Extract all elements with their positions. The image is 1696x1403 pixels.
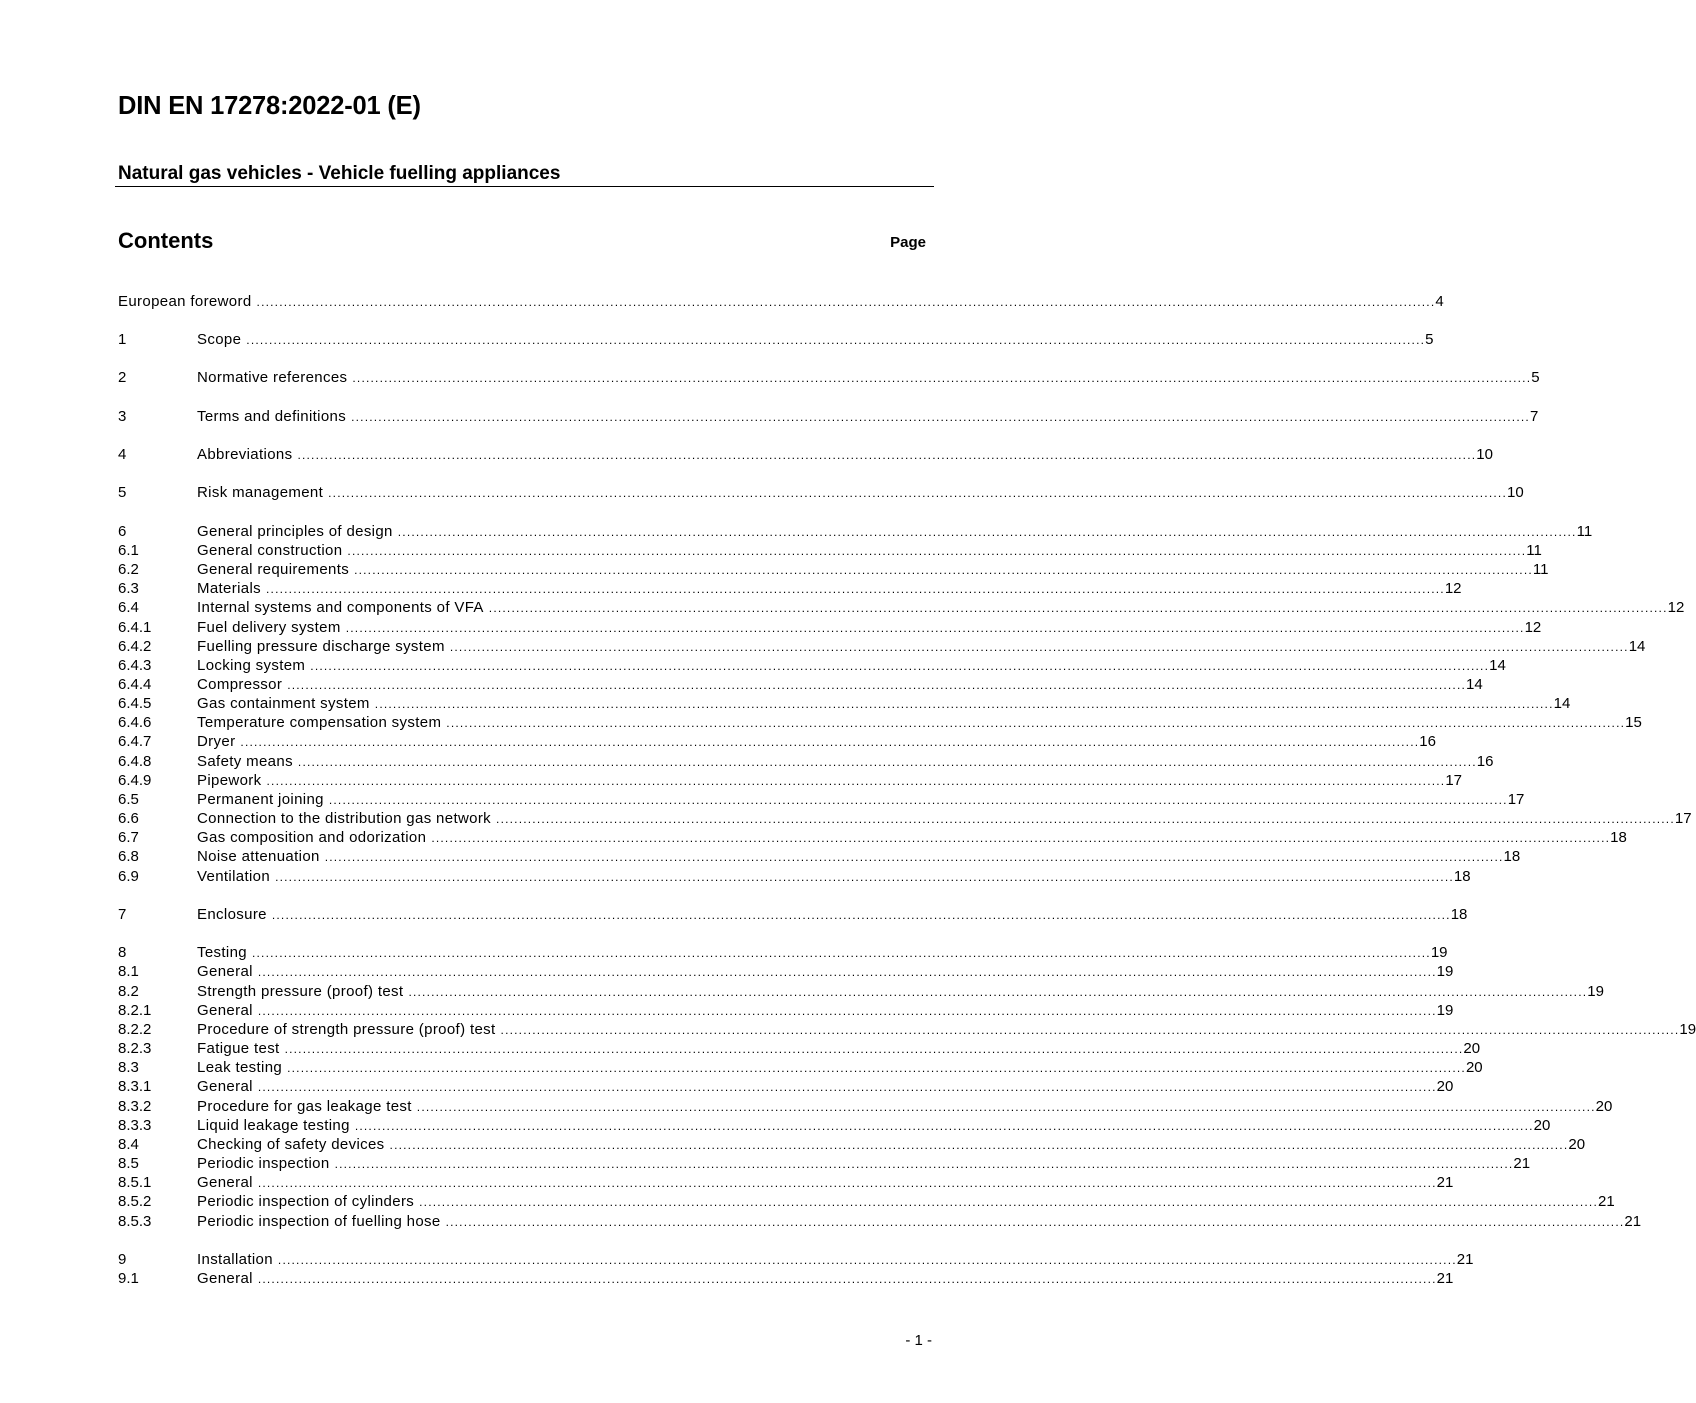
toc-section-title[interactable]: Permanent joining [197, 791, 324, 808]
toc-section-number: 6.1 [118, 542, 139, 559]
toc-section-number: 8 [118, 944, 127, 961]
toc-page-number: 18 [1610, 829, 1627, 846]
toc-section-number: 6.4.9 [118, 772, 152, 789]
toc-section-number: 8.5.1 [118, 1174, 152, 1191]
toc-page-number: 21 [1597, 1193, 1615, 1210]
toc-row[interactable] [118, 292, 1444, 312]
toc-section-title[interactable]: General [197, 1078, 253, 1095]
toc-page-number: 20 [1436, 1078, 1454, 1095]
toc-section-title[interactable]: Ventilation [197, 868, 271, 885]
toc-section-title[interactable]: Gas composition and odorization [197, 829, 427, 846]
toc-entry [197, 1154, 1531, 1174]
toc-dot-leader: .................................................................................................................................................................................................................................................................... [496, 812, 1675, 826]
toc-dot-leader: .................................................................................................................................................................................................................................................................... [416, 1100, 1596, 1114]
toc-row[interactable] [118, 1212, 1642, 1232]
toc-section-title[interactable]: Strength pressure (proof) test [197, 983, 404, 1000]
toc-section-number: 8.3.3 [118, 1117, 152, 1134]
toc-page-number: 11 [1526, 542, 1542, 559]
toc-page-number: 19 [1679, 1021, 1696, 1038]
toc-section-title[interactable]: Normative references [197, 369, 348, 386]
toc-row[interactable] [118, 1058, 1483, 1078]
toc-row[interactable] [118, 1269, 1454, 1289]
toc-page-number: 18 [1450, 906, 1468, 923]
toc-dot-leader: .................................................................................................................................................................................................................................................................... [389, 1138, 1569, 1152]
toc-entry [197, 522, 1593, 542]
toc-page-number: 7 [1529, 408, 1539, 425]
toc-section-number: 6.4.4 [118, 676, 152, 693]
toc-row[interactable] [118, 1173, 1454, 1193]
toc-dot-leader: .................................................................................................................................................................................................................................................................... [277, 1253, 1457, 1267]
toc-dot-leader: .................................................................................................................................................................................................................................................................... [397, 525, 1577, 539]
toc-entry [197, 483, 1524, 503]
toc-section-title[interactable]: Internal systems and components of VFA [197, 599, 484, 616]
toc-section-number: 8.2 [118, 983, 139, 1000]
toc-row[interactable] [118, 1116, 1551, 1136]
toc-page-number: 11 [1532, 561, 1549, 578]
toc-dot-leader: .................................................................................................................................................................................................................................................................... [354, 563, 1533, 577]
toc-row[interactable] [118, 790, 1525, 810]
toc-section-number: 8.2.2 [118, 1021, 152, 1038]
toc-section-title[interactable]: General [197, 963, 253, 980]
toc-section-title[interactable]: Fuel delivery system [197, 619, 341, 636]
toc-section-number: 8.5.2 [118, 1193, 152, 1210]
toc-row[interactable] [118, 1020, 1696, 1040]
toc-dot-leader: .................................................................................................................................................................................................................................................................... [256, 295, 1436, 309]
toc-dot-leader: .................................................................................................................................................................................................................................................................... [324, 850, 1504, 864]
toc-entry [197, 368, 1540, 388]
toc-entry [197, 867, 1471, 887]
toc-page-number: 17 [1674, 810, 1692, 827]
toc-section-title[interactable]: Leak testing [197, 1059, 283, 1076]
toc-page-number: 19 [1436, 1002, 1454, 1019]
toc-dot-leader: .................................................................................................................................................................................................................................................................... [352, 371, 1532, 385]
toc-section-number: 6.4 [118, 599, 139, 616]
toc-section-number: 1 [118, 331, 127, 348]
toc-dot-leader: .................................................................................................................................................................................................................................................................... [445, 1215, 1625, 1229]
toc-section-number: 8.3 [118, 1059, 139, 1076]
toc-section-title[interactable]: General [197, 1002, 253, 1019]
toc-dot-leader: .................................................................................................................................................................................................................................................................... [310, 659, 1490, 673]
toc-row[interactable] [118, 560, 1549, 580]
toc-section-title[interactable]: General construction [197, 542, 343, 559]
toc-entry [197, 1001, 1454, 1021]
toc-dot-leader: .................................................................................................................................................................................................................................................................... [334, 1157, 1514, 1171]
toc-row[interactable] [118, 579, 1462, 599]
toc-section-number: 6.4.7 [118, 733, 152, 750]
toc-dot-leader: .................................................................................................................................................................................................................................................................... [351, 410, 1530, 424]
toc-row[interactable] [118, 1135, 1586, 1155]
toc-page-number: 11 [1576, 523, 1593, 540]
toc-section-title[interactable]: Fatigue test [197, 1040, 280, 1057]
toc-section-number: 6.4.2 [118, 638, 152, 655]
toc-section-number: 6.4.1 [118, 619, 152, 636]
toc-section-title[interactable]: General [197, 1174, 253, 1191]
toc-section-title[interactable]: Periodic inspection of cylinders [197, 1193, 415, 1210]
toc-page-number: 21 [1624, 1213, 1642, 1230]
toc-section-title[interactable]: Temperature compensation system [197, 714, 442, 731]
toc-row[interactable] [118, 675, 1483, 695]
toc-entry [197, 541, 1542, 561]
toc-row[interactable] [118, 656, 1506, 676]
toc-page-number: 12 [1444, 580, 1462, 597]
toc-section-number: 6.9 [118, 868, 139, 885]
toc-dot-leader: .................................................................................................................................................................................................................................................................... [251, 946, 1431, 960]
toc-page-number: 21 [1456, 1251, 1474, 1268]
toc-section-number: 6.3 [118, 580, 139, 597]
toc-entry [197, 828, 1627, 848]
toc-dot-leader: .................................................................................................................................................................................................................................................................... [257, 1176, 1437, 1190]
toc-entry [197, 445, 1493, 465]
toc-section-number: 6.6 [118, 810, 139, 827]
toc-dot-leader: .................................................................................................................................................................................................................................................................... [257, 1272, 1437, 1286]
toc-row[interactable] [118, 943, 1448, 963]
toc-row[interactable] [118, 368, 1540, 388]
toc-section-title[interactable]: Abbreviations [197, 446, 293, 463]
toc-page-number: 14 [1553, 695, 1571, 712]
toc-section-title[interactable]: Checking of safety devices [197, 1136, 385, 1153]
toc-section-title[interactable]: Safety means [197, 753, 293, 770]
toc-section-number: 3 [118, 408, 127, 425]
page-number: - 1 - [905, 1332, 932, 1349]
toc-dot-leader: .................................................................................................................................................................................................................................................................... [328, 793, 1508, 807]
toc-dot-leader: .................................................................................................................................................................................................................................................................... [284, 1042, 1464, 1056]
toc-section-number: 8.4 [118, 1136, 139, 1153]
toc-entry [197, 675, 1483, 695]
toc-row[interactable] [118, 828, 1627, 848]
toc-entry [197, 656, 1506, 676]
toc-page-number: 10 [1476, 446, 1493, 463]
toc-section-number: 7 [118, 906, 127, 923]
toc-page-number: 10 [1506, 484, 1524, 501]
toc-row[interactable] [118, 598, 1685, 618]
toc-entry [197, 1135, 1586, 1155]
toc-entry [118, 292, 1444, 312]
toc-dot-leader: .................................................................................................................................................................................................................................................................... [488, 601, 1668, 615]
toc-entry [197, 1250, 1474, 1270]
contents-heading: Contents [118, 228, 214, 253]
toc-section-number: 8.2.3 [118, 1040, 152, 1057]
document-id: DIN EN 17278:2022-01 (E) [118, 92, 421, 120]
toc-row[interactable] [118, 982, 1604, 1002]
toc-entry [197, 1097, 1613, 1117]
toc-section-title[interactable]: General principles of design [197, 523, 393, 540]
toc-page-number: 20 [1465, 1059, 1483, 1076]
toc-row[interactable] [118, 541, 1542, 561]
toc-section-number: 8.3.1 [118, 1078, 152, 1095]
toc-row[interactable] [118, 847, 1521, 867]
toc-row[interactable] [118, 1001, 1454, 1021]
toc-entry [197, 598, 1685, 618]
toc-page-number: 14 [1628, 638, 1646, 655]
toc-row[interactable] [118, 867, 1471, 887]
toc-row[interactable] [118, 637, 1646, 657]
toc-page-number: 20 [1463, 1040, 1481, 1057]
toc-dot-leader: .................................................................................................................................................................................................................................................................... [271, 908, 1451, 922]
toc-row[interactable] [118, 1192, 1615, 1212]
toc-section-number: 9.1 [118, 1270, 139, 1287]
toc-section-number: 4 [118, 446, 127, 463]
toc-dot-leader: .................................................................................................................................................................................................................................................................... [449, 640, 1629, 654]
toc-entry [197, 1039, 1481, 1059]
toc-page-number: 21 [1436, 1174, 1454, 1191]
toc-section-title[interactable]: Scope [197, 331, 242, 348]
toc-dot-leader: .................................................................................................................................................................................................................................................................... [257, 965, 1437, 979]
toc-row[interactable] [118, 1097, 1613, 1117]
toc-row[interactable] [118, 618, 1542, 638]
toc-page-number: 20 [1568, 1136, 1586, 1153]
toc-section-title[interactable]: European foreword [118, 293, 252, 310]
toc-entry [197, 1212, 1642, 1232]
toc-section-title[interactable]: Liquid leakage testing [197, 1117, 350, 1134]
toc-page-number: 16 [1476, 753, 1494, 770]
toc-section-title[interactable]: Connection to the distribution gas network [197, 810, 492, 827]
toc-entry [197, 560, 1549, 580]
toc-row[interactable] [118, 694, 1571, 714]
toc-entry [197, 637, 1646, 657]
toc-entry [197, 618, 1542, 638]
toc-page-number: 21 [1513, 1155, 1531, 1172]
toc-section-title[interactable]: General [197, 1270, 253, 1287]
toc-section-title[interactable]: Procedure for gas leakage test [197, 1098, 412, 1115]
toc-entry [197, 407, 1539, 427]
toc-section-number: 6.5 [118, 791, 139, 808]
toc-dot-leader: .................................................................................................................................................................................................................................................................... [266, 774, 1446, 788]
toc-entry [197, 905, 1468, 925]
toc-section-number: 8.2.1 [118, 1002, 152, 1019]
toc-section-number: 8.3.2 [118, 1098, 152, 1115]
toc-row[interactable] [118, 445, 1493, 465]
toc-dot-leader: .................................................................................................................................................................................................................................................................... [500, 1023, 1680, 1037]
toc-page-number: 18 [1453, 868, 1471, 885]
toc-section-number: 8.5.3 [118, 1213, 152, 1230]
toc-entry [197, 1077, 1454, 1097]
toc-row[interactable] [118, 522, 1593, 542]
toc-section-title[interactable]: Locking system [197, 657, 306, 674]
title-underline [115, 186, 934, 187]
toc-row[interactable] [118, 1250, 1474, 1270]
toc-entry [197, 1269, 1454, 1289]
toc-page-number: 19 [1587, 983, 1604, 1000]
toc-section-title[interactable]: Procedure of strength pressure (proof) test [197, 1021, 496, 1038]
toc-entry [197, 1116, 1551, 1136]
toc-dot-leader: .................................................................................................................................................................................................................................................................... [287, 1061, 1466, 1075]
toc-dot-leader: .................................................................................................................................................................................................................................................................... [354, 1119, 1534, 1133]
toc-row[interactable] [118, 809, 1692, 829]
toc-page-number: 15 [1625, 714, 1642, 731]
toc-dot-leader: .................................................................................................................................................................................................................................................................... [275, 870, 1454, 884]
toc-dot-leader: .................................................................................................................................................................................................................................................................... [246, 333, 1426, 347]
toc-entry [197, 790, 1525, 810]
toc-section-title[interactable]: Periodic inspection of fuelling hose [197, 1213, 441, 1230]
toc-dot-leader: .................................................................................................................................................................................................................................................................... [257, 1004, 1437, 1018]
toc-dot-leader: .................................................................................................................................................................................................................................................................... [431, 831, 1611, 845]
page-column-label: Page [890, 234, 926, 251]
toc-dot-leader: .................................................................................................................................................................................................................................................................... [297, 448, 1477, 462]
toc-row[interactable] [118, 1077, 1454, 1097]
toc-section-number: 6.8 [118, 848, 139, 865]
toc-section-number: 9 [118, 1251, 127, 1268]
toc-section-number: 6 [118, 523, 127, 540]
toc-row[interactable] [118, 1154, 1531, 1174]
toc-dot-leader: .................................................................................................................................................................................................................................................................... [297, 755, 1477, 769]
toc-section-title[interactable]: Testing [197, 944, 247, 961]
toc-page-number: 19 [1436, 963, 1454, 980]
toc-row[interactable] [118, 962, 1454, 982]
toc-dot-leader: .................................................................................................................................................................................................................................................................... [345, 621, 1525, 635]
toc-entry [197, 1173, 1454, 1193]
toc-section-title[interactable]: Periodic inspection [197, 1155, 330, 1172]
toc-entry [197, 1058, 1483, 1078]
toc-entry [197, 752, 1494, 772]
toc-entry [197, 694, 1571, 714]
toc-section-title[interactable]: Materials [197, 580, 261, 597]
toc-dot-leader: .................................................................................................................................................................................................................................................................... [374, 697, 1554, 711]
toc-entry [197, 1192, 1615, 1212]
toc-page-number: 18 [1503, 848, 1521, 865]
toc-row[interactable] [118, 713, 1642, 733]
toc-section-number: 8.1 [118, 963, 139, 980]
toc-row[interactable] [118, 771, 1463, 791]
toc-section-title[interactable]: Risk management [197, 484, 324, 501]
toc-section-title[interactable]: Installation [197, 1251, 273, 1268]
toc-entry [197, 732, 1436, 752]
toc-page-number: 20 [1533, 1117, 1551, 1134]
toc-entry [197, 982, 1604, 1002]
toc-entry [197, 943, 1448, 963]
toc-section-number: 8.5 [118, 1155, 139, 1172]
toc-page-number: 14 [1466, 676, 1483, 693]
toc-dot-leader: .................................................................................................................................................................................................................................................................... [240, 735, 1420, 749]
toc-row[interactable] [118, 752, 1494, 772]
toc-entry [197, 330, 1434, 350]
toc-dot-leader: .................................................................................................................................................................................................................................................................... [266, 582, 1445, 596]
toc-entry [197, 809, 1692, 829]
toc-page-number: 5 [1425, 331, 1434, 348]
toc-dot-leader: .................................................................................................................................................................................................................................................................... [347, 544, 1527, 558]
toc-entry [197, 1020, 1696, 1040]
toc-page-number: 12 [1524, 619, 1542, 636]
toc-section-title[interactable]: Gas containment system [197, 695, 370, 712]
toc-section-number: 5 [118, 484, 127, 501]
toc-row[interactable] [118, 1039, 1481, 1059]
toc-page-number: 12 [1667, 599, 1685, 616]
toc-section-number: 6.7 [118, 829, 139, 846]
toc-row[interactable] [118, 407, 1539, 427]
toc-section-title[interactable]: Enclosure [197, 906, 267, 923]
toc-entry [197, 579, 1462, 599]
toc-page-number: 5 [1531, 369, 1540, 386]
toc-entry [197, 771, 1463, 791]
document-title: Natural gas vehicles - Vehicle fuelling appliances [118, 163, 561, 184]
toc-section-number: 2 [118, 369, 127, 386]
toc-row[interactable] [118, 905, 1468, 925]
toc-section-number: 6.4.3 [118, 657, 152, 674]
toc-row[interactable] [118, 483, 1524, 503]
toc-section-title[interactable]: Pipework [197, 772, 262, 789]
toc-section-title[interactable]: General requirements [197, 561, 350, 578]
toc-dot-leader: .................................................................................................................................................................................................................................................................... [328, 486, 1507, 500]
toc-section-number: 6.2 [118, 561, 139, 578]
toc-dot-leader: .................................................................................................................................................................................................................................................................... [446, 716, 1626, 730]
toc-entry [197, 713, 1642, 733]
toc-entry [197, 847, 1521, 867]
toc-page-number: 19 [1430, 944, 1448, 961]
toc-section-number: 6.4.6 [118, 714, 152, 731]
toc-dot-leader: .................................................................................................................................................................................................................................................................... [419, 1195, 1598, 1209]
toc-page-number: 17 [1507, 791, 1525, 808]
toc-section-title[interactable]: Noise attenuation [197, 848, 320, 865]
toc-entry [197, 962, 1454, 982]
toc-page-number: 17 [1445, 772, 1463, 789]
toc-page-number: 16 [1419, 733, 1436, 750]
toc-page-number: 4 [1435, 293, 1444, 310]
toc-row[interactable] [118, 330, 1434, 350]
toc-dot-leader: .................................................................................................................................................................................................................................................................... [287, 678, 1467, 692]
toc-dot-leader: .................................................................................................................................................................................................................................................................... [257, 1080, 1437, 1094]
toc-section-title[interactable]: Fuelling pressure discharge system [197, 638, 445, 655]
toc-page-number: 21 [1436, 1270, 1454, 1287]
toc-page-number: 14 [1489, 657, 1506, 674]
toc-section-title[interactable]: Dryer [197, 733, 236, 750]
toc-section-number: 6.4.5 [118, 695, 152, 712]
toc-dot-leader: .................................................................................................................................................................................................................................................................... [408, 985, 1588, 999]
toc-row[interactable] [118, 732, 1436, 752]
toc-section-title[interactable]: Compressor [197, 676, 283, 693]
toc-section-number: 6.4.8 [118, 753, 152, 770]
toc-section-title[interactable]: Terms and definitions [197, 408, 347, 425]
toc-page-number: 20 [1595, 1098, 1613, 1115]
